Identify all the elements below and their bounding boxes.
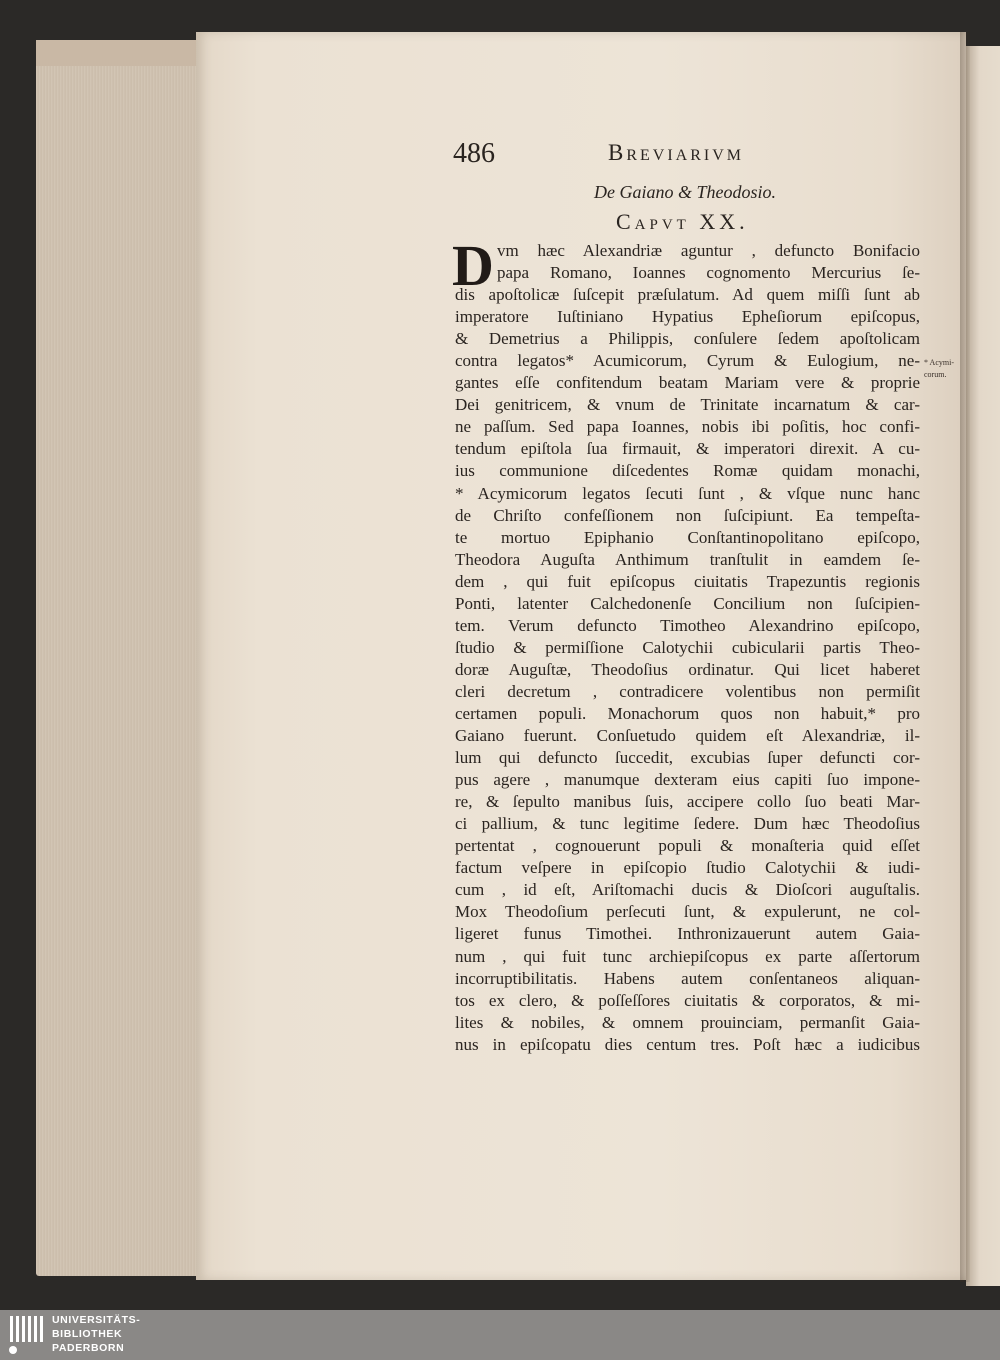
footer-text-line: BIBLIOTHEK bbox=[52, 1328, 123, 1340]
text-line: imperatore Iuſtiniano Hypatius Epheſiorum epiſcopus, bbox=[455, 307, 920, 327]
text-line: dis apoſtolicæ ſuſcepit præſulatum. Ad quem miſſi ſunt ab bbox=[455, 285, 920, 305]
library-logo-icon bbox=[8, 1314, 46, 1356]
text-line: Theodora Auguſta Anthimum tranſtulit in eamdem ſe- bbox=[455, 549, 920, 569]
text-line: * Acymicorum legatos ſecuti ſunt , & vſque nunc hanc bbox=[455, 483, 920, 503]
footer-text-line: PADERBORN bbox=[52, 1342, 125, 1354]
text-line: & Demetrius a Philippis, conſulere ſedem apoſtolicam bbox=[455, 329, 920, 349]
text-line: certamen populi. Monachorum quos non habuit,* pro bbox=[455, 703, 920, 723]
text-line: vm hæc Alexandriæ aguntur , defuncto Bonifacio bbox=[497, 241, 920, 260]
text-line: factum veſpere in epiſcopio ſtudio Calotychii & iudi- bbox=[455, 858, 920, 878]
text-line: nus in epiſcopatu dies centum tres. Poſt hæc a iudicibus bbox=[455, 1034, 920, 1054]
footer-text-line: UNIVERSITÄTS- bbox=[52, 1314, 141, 1326]
text-line: gantes eſſe confitendum beatam Mariam vere & proprie bbox=[455, 373, 920, 393]
text-line: papa Romano, Ioannes cognomento Mercurius ſe- bbox=[497, 263, 920, 283]
text-line: Ponti, latenter Calchedonenſe Concilium non ſuſcipien- bbox=[455, 593, 920, 613]
book-page-edge bbox=[36, 40, 204, 1276]
text-line: contra legatos* Acumicorum, Cyrum & Eulogium, ne- bbox=[455, 351, 920, 371]
running-head: Breviarivm bbox=[608, 140, 745, 165]
text-line: cleri decretum , contradicere volentibus non permiſit bbox=[455, 681, 920, 701]
text-line: ne paſſum. Sed papa Ioannes, nobis ibi poſitis, hoc confi- bbox=[455, 417, 920, 437]
text-line: doræ Auguſtæ, Theodoſius ordinatur. Qui licet haberet bbox=[455, 659, 920, 679]
text-line: ligeret funus Timothei. Inthronizauerunt autem Gaia- bbox=[455, 924, 920, 944]
margin-note-line: * Acymi- bbox=[924, 358, 954, 367]
text-line: ci pallium, & tunc legitime ſedere. Dum hæc Theodoſius bbox=[455, 814, 920, 834]
book-edge-top bbox=[36, 40, 204, 66]
page-gutter-shadow bbox=[960, 32, 970, 1282]
text-line: Gaiano fuerunt. Conſuetudo quidem eſt Alexandriæ, il- bbox=[455, 726, 920, 746]
text-line: de Chriſto confeſſionem non ſuſcipiunt. Ea tempeſta- bbox=[455, 505, 920, 525]
page-number: 486 bbox=[453, 138, 495, 169]
body-text bbox=[455, 240, 920, 1056]
text-line: tendum epiſtola ſua firmauit, & imperatori direxit. A cu- bbox=[455, 439, 920, 459]
margin-note-line: corum. bbox=[924, 370, 947, 379]
text-line: pertentat , cognouerunt populi & monaſteria quid eſſet bbox=[455, 836, 920, 856]
text-line: pus agere , manumque dexteram eius capiti ſuo impone- bbox=[455, 770, 920, 790]
text-line: Mox Theodoſium perſecuti ſunt, & expulerunt, ne col- bbox=[455, 902, 920, 922]
margin-note bbox=[924, 357, 954, 381]
text-line: re, & ſepulto manibus ſuis, accipere collo ſuo beati Mar- bbox=[455, 792, 920, 812]
drop-cap: D bbox=[452, 233, 494, 298]
text-line: ius communione diſcedentes Romæ quidam monachi, bbox=[455, 461, 920, 481]
chapter-heading: Capvt XX. bbox=[616, 209, 749, 234]
text-line: te mortuo Epiphanio Conſtantinopolitano epiſcopo, bbox=[455, 527, 920, 547]
text-line: tem. Verum defuncto Timotheo Alexandrino epiſcopo, bbox=[455, 615, 920, 635]
text-line: lum qui defuncto ſuccedit, excubias ſuper defuncti cor- bbox=[455, 748, 920, 768]
text-line: Dei genitricem, & vnum de Trinitate incarnatum & car- bbox=[455, 395, 920, 415]
text-line: dem , qui fuit epiſcopus ciuitatis Trapezuntis regionis bbox=[455, 571, 920, 591]
text-line: ſtudio & permiſſione Calotychii cubicularii partis Theo- bbox=[455, 637, 920, 657]
text-line: cum , id eſt, Ariſtomachi ducis & Dioſcori auguſtalis. bbox=[455, 880, 920, 900]
text-line: tos ex clero, & poſſeſſores ciuitatis & corporatos, & mi- bbox=[455, 990, 920, 1010]
section-title: De Gaiano & Theodosio. bbox=[594, 182, 776, 202]
library-footer bbox=[0, 1310, 1000, 1360]
text-line: lites & nobiles, & omnem prouinciam, permanſit Gaia- bbox=[455, 1012, 920, 1032]
facing-page-sliver bbox=[966, 46, 1000, 1286]
text-line: num , qui fuit tunc archiepiſcopus ex parte aſſertorum bbox=[455, 946, 920, 966]
text-line: incorruptibilitatis. Habens autem conſentaneos aliquan- bbox=[455, 968, 920, 988]
